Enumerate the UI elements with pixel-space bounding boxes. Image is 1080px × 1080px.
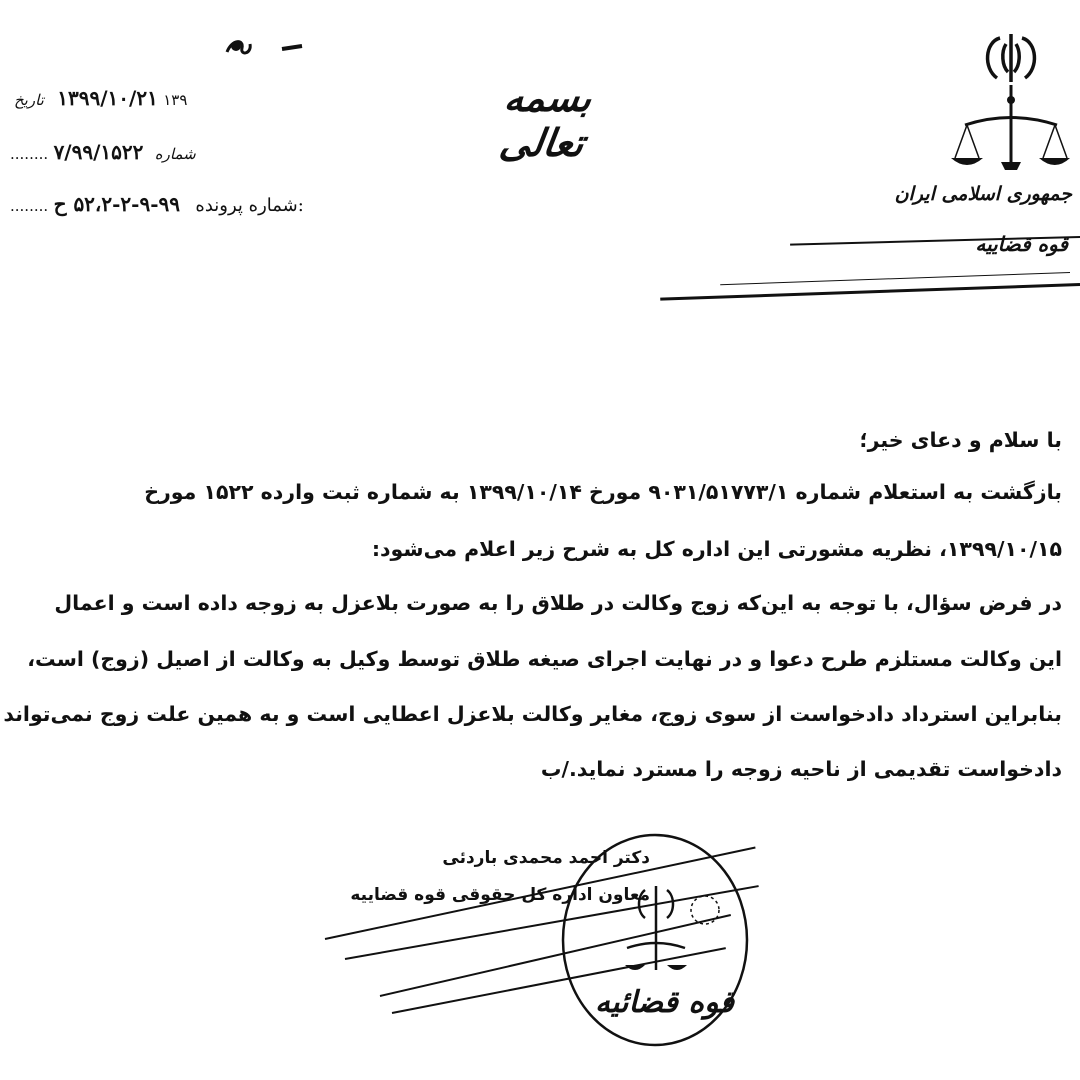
number-value: ۷/۹۹/۱۵۲۲	[53, 140, 144, 164]
number-line	[10, 140, 220, 164]
case-label: شماره پرونده:	[195, 195, 304, 216]
date-line	[10, 86, 220, 110]
page-title: بسمه تعالی	[496, 75, 595, 165]
emblem-country-label: جمهوری اسلامی ایران	[894, 183, 1072, 205]
body-line-3: در فرض سؤال، با توجه به این‌که زوج وکالت در طلاق را به صورت بلاعزل به زوجه داده است و اعمال	[54, 591, 1062, 615]
body-line-5: بنابراین استرداد دادخواست از سوی زوج، مغایر وکالت بلاعزل اعطایی است و به همین علت زوج نمی‌تواند	[3, 702, 1062, 726]
case-dots: ........	[10, 197, 49, 215]
judiciary-emblem-icon	[945, 30, 1070, 190]
signatory-name: دکتر احمد محمدی باردئی	[442, 848, 650, 868]
number-dots: ........	[10, 145, 49, 163]
ink-mark-icon	[222, 34, 312, 68]
body-line-2: ۱۳۹۹/۱۰/۱۵، نظریه مشورتی این اداره کل به شرح زیر اعلام می‌شود:	[371, 537, 1062, 561]
header-rule-bottom	[660, 283, 1080, 301]
page-title-wrap	[470, 75, 620, 165]
body-line-1: بازگشت به استعلام شماره ۹۰۳۱/۵۱۷۷۳/۱ مورخ ۱۳۹۹/۱۰/۱۴ به شماره ثبت وارده ۱۵۲۲ مورخ	[144, 480, 1062, 504]
body-line-4: این وکالت مستلزم طرح دعوا و در نهایت اجرای صیغه طلاق توسط وکیل به وکالت از اصیل (زوج) است،	[27, 647, 1062, 671]
header-rule-bottom-2	[720, 272, 1070, 285]
emblem-institution-label: قوه قضاییه	[975, 232, 1068, 256]
date-suffix: ۱۳۹	[163, 91, 188, 109]
signatory-title: معاون اداره کل حقوقی قوه قضاییه	[350, 885, 650, 905]
case-value: ۵۲،۲-۲-۹-۹۹ ح	[53, 192, 180, 216]
date-value: ۱۳۹۹/۱۰/۲۱	[57, 86, 158, 110]
number-label: شماره	[154, 145, 196, 163]
body-line-6: دادخواست تقدیمی از ناحیه زوجه را مسترد نماید./ب	[540, 757, 1062, 781]
seal-text: قوه قضائیه	[595, 985, 734, 1020]
case-line	[10, 192, 360, 216]
date-label: تاریخ	[14, 91, 44, 109]
greeting: با سلام و دعای خیر؛	[859, 428, 1062, 452]
